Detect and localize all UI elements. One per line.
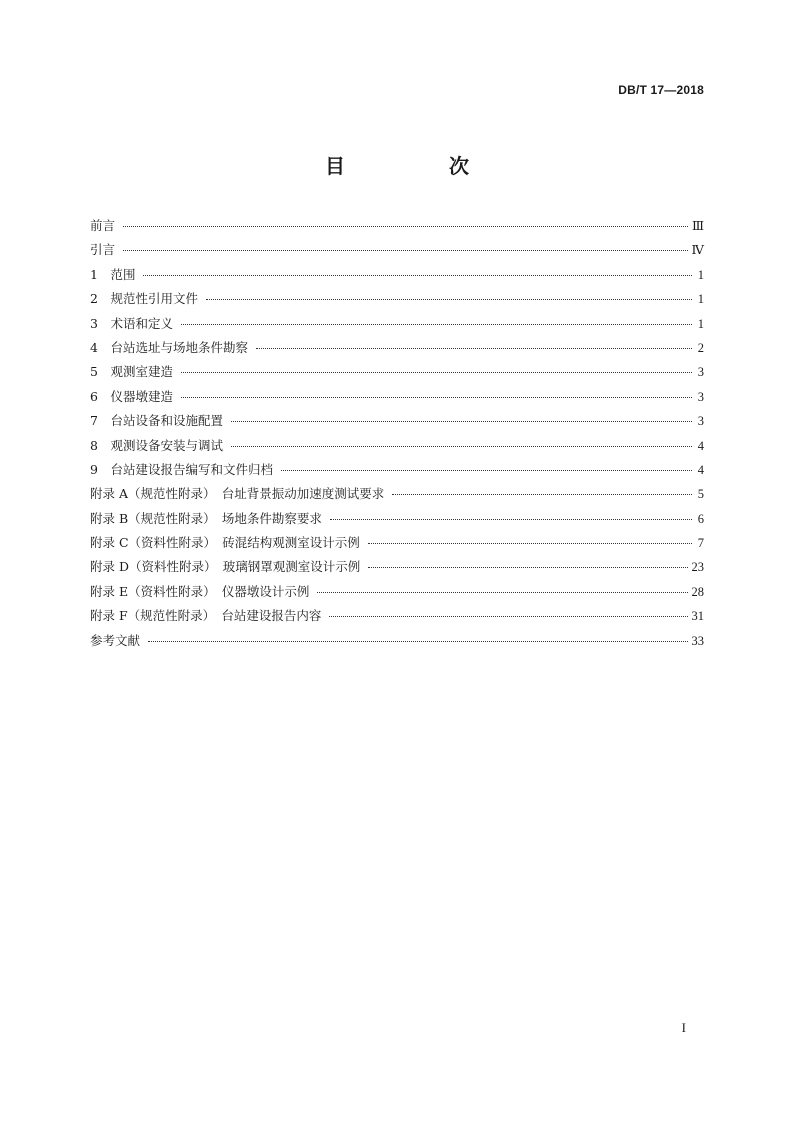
toc-dot-leader — [181, 372, 692, 373]
toc-dot-leader — [256, 348, 692, 349]
toc-dot-leader — [206, 299, 692, 300]
toc-entry[interactable] — [90, 509, 704, 533]
page-number: I — [681, 1020, 686, 1035]
toc-entry-page: 1 — [697, 316, 704, 331]
toc-entry-page: 7 — [697, 536, 704, 551]
toc-entry[interactable] — [90, 557, 704, 581]
toc-entry[interactable] — [90, 362, 704, 386]
toc-entry-label: 6 仪器墩建造 — [90, 388, 173, 404]
toc-dot-leader — [329, 616, 687, 617]
toc-entry-label: 参考文献 — [90, 632, 141, 648]
toc-entry-page: 33 — [691, 633, 704, 648]
toc-entry-label: 5 观测室建造 — [90, 364, 173, 380]
toc-entry-page: 3 — [697, 389, 704, 404]
toc-dot-leader — [368, 543, 692, 544]
toc-entry-page: 5 — [697, 487, 704, 502]
toc-entry-page: 31 — [691, 609, 704, 624]
toc-entry-label: 8 观测设备安装与调试 — [90, 437, 223, 453]
toc-entry-page: 1 — [697, 292, 704, 307]
toc-entry-page: 6 — [697, 511, 704, 526]
toc-dot-leader — [123, 226, 688, 227]
toc-entry-label: 附录 A（规范性附录） 台址背景振动加速度测试要求 — [90, 486, 385, 502]
toc-entry-page: Ⅲ — [691, 219, 704, 233]
toc-entry-page: 3 — [697, 414, 704, 429]
toc-entry-label: 附录 F（规范性附录） 台站建设报告内容 — [90, 608, 322, 624]
toc-entry-label: 附录 C（资料性附录） 砖混结构观测室设计示例 — [90, 535, 360, 551]
toc-entry-label: 附录 B（规范性附录） 场地条件勘察要求 — [90, 510, 322, 526]
toc-entry-page: 28 — [691, 584, 704, 599]
toc-entry-page: 2 — [697, 340, 704, 355]
toc-entry-label: 2 规范性引用文件 — [90, 291, 198, 307]
toc-entry[interactable] — [90, 460, 704, 484]
toc-entry[interactable] — [90, 265, 704, 289]
toc-entry[interactable] — [90, 582, 704, 606]
toc-entry[interactable] — [90, 606, 704, 630]
toc-entry-label: 9 台站建设报告编写和文件归档 — [90, 461, 273, 477]
toc-dot-leader — [281, 470, 692, 471]
toc-dot-leader — [148, 641, 687, 642]
toc-entry[interactable] — [90, 631, 704, 655]
toc-entry[interactable] — [90, 240, 704, 264]
standard-code: DB/T 17—2018 — [618, 83, 704, 97]
toc-entry-page: 1 — [697, 267, 704, 282]
toc-entry[interactable] — [90, 216, 704, 240]
toc-entry-page: Ⅳ — [691, 243, 704, 258]
toc-dot-leader — [143, 275, 692, 276]
toc-dot-leader — [317, 592, 687, 593]
page-title: 目 次 — [325, 154, 511, 178]
toc-entry-page: 4 — [697, 438, 704, 453]
toc-entry[interactable] — [90, 411, 704, 435]
toc-entry-label: 7 台站设备和设施配置 — [90, 413, 223, 429]
toc-entry-label: 附录 D（资料性附录） 玻璃钢罩观测室设计示例 — [90, 559, 361, 575]
toc-entry[interactable] — [90, 289, 704, 313]
toc-entry[interactable] — [90, 533, 704, 557]
toc-entry[interactable] — [90, 314, 704, 338]
toc-dot-leader — [330, 519, 692, 520]
toc-dot-leader — [181, 397, 692, 398]
toc-dot-leader — [368, 567, 687, 568]
toc-entry-label: 1 范围 — [90, 266, 136, 282]
toc-entry-label: 3 术语和定义 — [90, 315, 173, 331]
toc-dot-leader — [181, 324, 692, 325]
toc-entry-page: 23 — [691, 560, 704, 575]
toc-entry-label: 引言 — [90, 242, 116, 258]
toc-entry-label: 4 台站选址与场地条件勘察 — [90, 339, 248, 355]
toc-dot-leader — [123, 250, 687, 251]
toc-entry-page: 4 — [697, 462, 704, 477]
toc-entry[interactable] — [90, 484, 704, 508]
toc-entry-label: 附录 E（资料性附录） 仪器墩设计示例 — [90, 583, 310, 599]
toc-dot-leader — [231, 446, 692, 447]
toc-dot-leader — [231, 421, 692, 422]
toc-entry[interactable] — [90, 436, 704, 460]
toc-entry-label: 前言 — [90, 218, 116, 233]
toc-entry[interactable] — [90, 338, 704, 362]
table-of-contents — [90, 216, 704, 655]
toc-dot-leader — [392, 494, 692, 495]
toc-entry-page: 3 — [697, 365, 704, 380]
toc-entry[interactable] — [90, 387, 704, 411]
